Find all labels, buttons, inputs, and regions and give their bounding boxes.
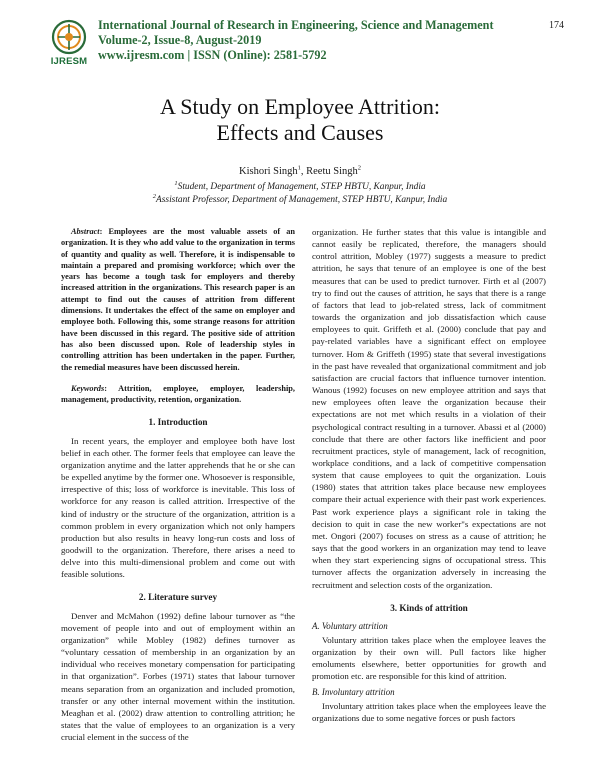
voluntary-paragraph: Voluntary attrition takes place when the employee leaves the organization by their own will. Pull factors like higher emoluments elsewhere, better opportunities for growth and promotion etc. are responsible for this kind of attrition. [312,635,546,682]
right-column [312,226,546,724]
introduction-paragraph: In recent years, the employer and employee both have lost belief in each other. The former feels that employee can leave the organization anytime and the latter apprehends that he or she can be expelled anytime by the former one. Whosoever is responsible, irrespective of this; loss of workforce is inevitable. This loss of workforce for any reason is called attrition. Irrespective of the kind of industry or the structure of the organization, attrition is a common problem in every organization which not only hampers production but also results in heavy long-run costs and loss of goodwill to the organization. Therefore, there arises a need to delve into this multi-dimensional problem and come out with feasible solutions. [61,435,295,580]
affiliation-1 [0,179,600,192]
author-2: Reetu Singh [306,166,358,177]
journal-info [98,18,538,63]
journal-web-issn: www.ijresm.com | ISSN (Online): 2581-5792 [98,48,327,62]
subheading-voluntary: A. Voluntary attrition [312,620,388,631]
title-line-2: Effects and Causes [216,120,384,145]
affiliation-1-sup: 1 [174,179,178,187]
abstract-label: Abstract [71,227,100,236]
affiliation-2-text: Assistant Professor, Department of Management, STEP HBTU, Kanpur, India [156,195,448,205]
keywords-label: Keywords [71,383,105,393]
author-1-sup: 1 [297,164,301,172]
affiliation-1-text: Student, Department of Management, STEP HBTU, Kanpur, India [177,182,426,192]
section-heading-literature: 2. Literature survey [138,592,218,603]
section-heading-introduction: 1. Introduction [148,417,208,428]
literature-paragraph-left: Denver and McMahon (1992) define labour turnover as “the movement of people into and out of employment within an organization” while Mobley (1982) defines turnover as “voluntary cessation of membership in an organization by an individual who receives monetary compensation for participating in that organization”. Forbes (1971) states that labour turnover means separation from an organization and included promotion, transfer or any other internal movement within the institution. Meaghan et al. (2002) draw attention to controlling attrition; he states that the value of employees to an organization is a very crucial element in the success of the [61,610,295,743]
affiliation-2 [0,192,600,205]
affiliation-2-sup: 2 [152,192,157,200]
paper-title [0,94,600,146]
author-separator: , [300,166,307,177]
logo-text: IJRESM [50,56,88,67]
authors [0,166,600,177]
keywords-text: : Attrition, employee, employer, leadership, management, productivity, retention, organization. [61,383,295,405]
keywords [61,383,295,406]
abstract [61,226,295,373]
author-2-sup: 2 [357,164,361,172]
section-heading-kinds: 3. Kinds of attrition [390,602,468,613]
journal-volume: Volume-2, Issue-8, August-2019 [98,33,262,47]
author-1: Kishori Singh [238,166,298,177]
journal-header [44,18,564,68]
involuntary-paragraph: Involuntary attrition takes place when the employees leave the organizations due to some negative forces or push factors [312,700,546,723]
journal-name: International Journal of Research in Engineering, Science and Management [98,18,494,32]
left-column [61,226,295,743]
page-number: 174 [549,20,564,31]
title-line-1: A Study on Employee Attrition: [160,94,440,119]
literature-paragraph-right: organization. He further states that this value is intangible and cannot easily be replicated, therefore, the managers should control attrition, Mobley (1977) suggests a measure to predict attrition, he says that tenure of an employee is one of the best measures that can be used to predict turnover. Firth et al (2007) try to find out the causes of attrition, he says that there is a range of factors that lead to job-related stress, lack of commitment towards the organization and job dissatisfaction which cause employees to quit. Griffeth et al. (2000) conclude that pay and pay-related variables have a significant effect on employee turnover. Hom & Griffeth (1995) state that several investigations in the past have revealed that organizational commitment and job satisfaction are crucial factors that influence turnover intention. Wanous (1992) focuses on new employee attrition and says that new employees often leave the organization because their expectations are not met which results in a violation of their psychological contract resulting in a turnover. Abassi et al (2000) conclude that there are other factors like inefficient and poor recruitment practices, style of management, lack of recognition, workplace conditions, and a lack of competitive compensation system that cause employees to quit the organization. Louis (1980) states that attrition takes place because new employees compare their actual experience with their past work experiences. Past work experience plays a significant role in taking the decision to quit in case the new worker"s expectations are not met. Ongori (2007) focuses on stress as a cause of attrition; he says that the good workers in an organization may tend to leave when they start experiencing signs of occupational stress. This turnover affects the organization adversely in increasing the recruitment and selection costs of the organization. [312,227,546,590]
abstract-text: : Employees are the most valuable assets of an organization. It is they who add value to the organization in terms of quantity and quality as well. Therefore, it is indispensable to maintain a prepared and promising workforce; which over the years has become a tough task for employers and thereby increased attrition in the organizations. This research paper is an attempt to find out the causes of attrition from different dimensions. It undertakes the effect of the same on employer and employee both. Following this, some strange reasons for attrition have been discussed in this regard. The positive side of attrition has also been discussed upon. Role of leadership styles in controlling attrition has been undertaken in the paper. Further, the remedial measures have been discussed herein. [61,227,295,372]
subheading-involuntary: B. Involuntary attrition [312,686,395,697]
